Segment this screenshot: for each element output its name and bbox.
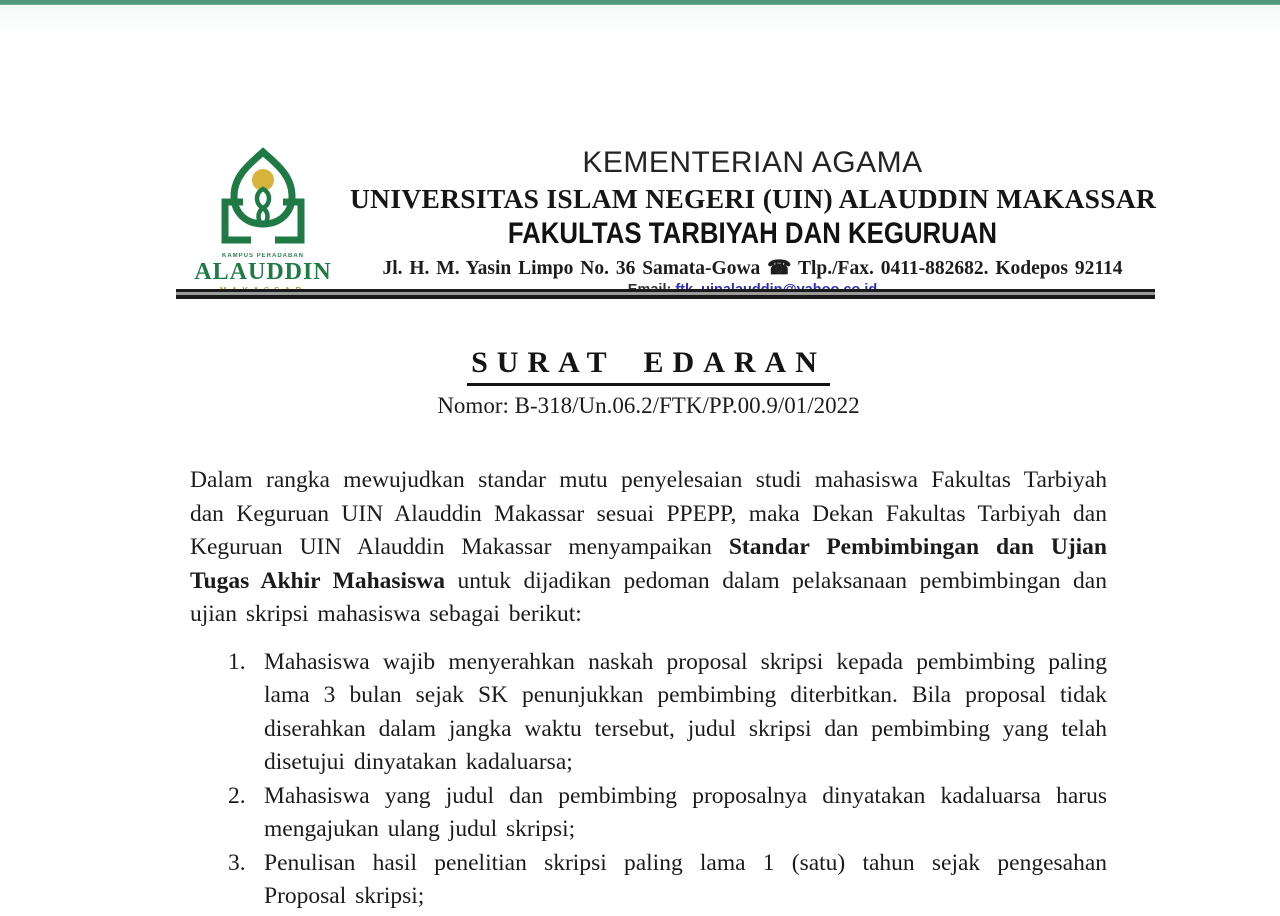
ministry-name: KEMENTERIAN AGAMA: [582, 146, 923, 179]
list-item-text: Mahasiswa yang judul dan pembimbing proposalnya dinyatakan kadaluarsa harus mengajukan ulang judul skripsi;: [264, 782, 1107, 842]
address-line: Jl. H. M. Yasin Limpo No. 36 Samata-Gowa ☎ Tlp./Fax. 0411-882682. Kodepos 92114: [382, 258, 1123, 279]
list-item-number: 2.: [228, 782, 246, 809]
list-item-text: Mahasiswa wajib menyerahkan naskah proposal skripsi kepada pembimbing paling lama 3 bulan sejak SK penunjukkan pembimbing diterbitkan. Bila proposal tidak diserahkan dalam jangka waktu tersebut, judul skripsi dan pembimbing yang telah disetujui dinyatakan kadaluarsa;: [264, 648, 1107, 775]
paragraph-bold: Standar Pembimbingan dan Ujian Tugas Akhir Mahasiswa: [190, 534, 1107, 594]
letter-number: Nomor: B-318/Un.06.2/FTK/PP.00.9/01/2022: [437, 393, 860, 418]
letterhead-divider: [176, 289, 1155, 299]
provisions-list: [228, 646, 1107, 914]
paragraph-part2: untuk dijadikan pedoman dalam pelaksanaan pembimbingan dan ujian skripsi mahasiswa sebagai berikut:: [190, 567, 1107, 627]
list-item: [228, 847, 1107, 914]
list-item-number: 3.: [228, 849, 246, 876]
opening-paragraph: [190, 464, 1107, 632]
list-item: [228, 780, 1107, 847]
paragraph-part1: Dalam rangka mewujudkan standar mutu penyelesaian studi mahasiswa Fakultas Tarbiyah dan Keguruan UIN Alauddin Makassar sesuai PPEPP, maka Dekan Fakultas Tarbiyah dan Keguruan UIN Alauddin Makassar menyampaikan: [190, 467, 1107, 560]
divider-line-bottom: [176, 295, 1155, 299]
university-logo: [193, 147, 333, 295]
list-item: [228, 646, 1107, 780]
letter-body: [190, 300, 1107, 914]
faculty-name: [350, 217, 1155, 251]
logo-tagline: KAMPUS PERADABAN: [221, 253, 304, 259]
alauddin-emblem-icon: [213, 147, 313, 251]
letter-title: SURAT EDARAN: [467, 346, 830, 386]
letter-title-wrap: [190, 346, 1107, 386]
list-item-number: 1.: [228, 648, 246, 675]
letterhead: [350, 146, 1155, 298]
top-accent-bar: [0, 0, 1280, 5]
list-item-text: Penulisan hasil penelitian skripsi paling lama 1 (satu) tahun sejak pengesahan Proposal skripsi;: [264, 849, 1107, 909]
university-name: UNIVERSITAS ISLAM NEGERI (UIN) ALAUDDIN MAKASSAR: [350, 183, 1157, 214]
logo-name: ALAUDDIN: [194, 259, 332, 285]
faculty-name-text: FAKULTAS TARBIYAH DAN KEGURUAN: [507, 217, 998, 250]
